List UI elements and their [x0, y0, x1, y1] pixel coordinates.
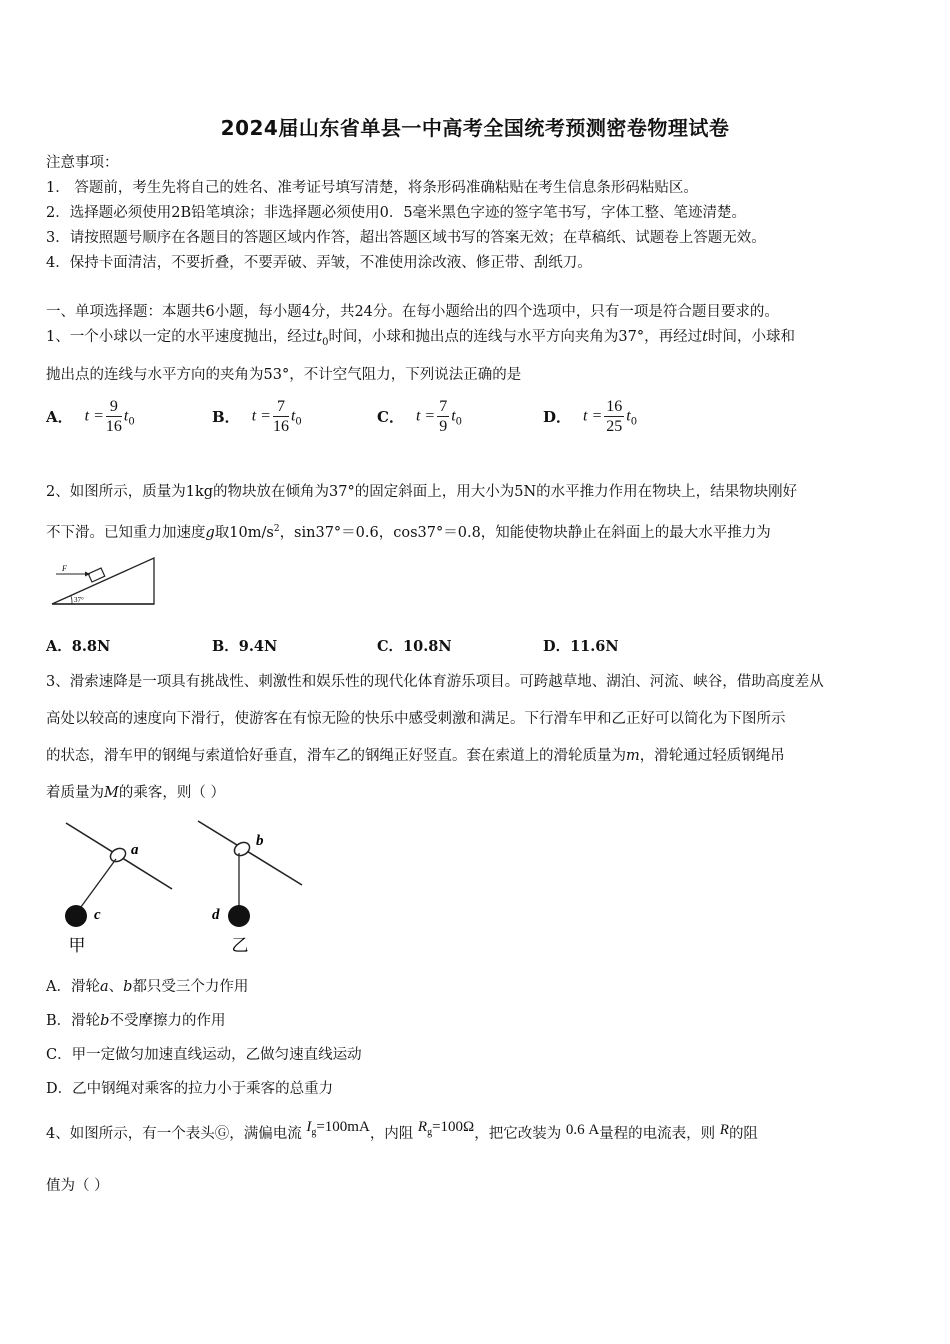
- label-d: d: [212, 907, 220, 923]
- question-4-text-2: 值为（ ）: [46, 1178, 109, 1194]
- question-3-option-b: B．滑轮b不受摩擦力的作用: [46, 1013, 226, 1029]
- notice-item-1: 1． 答题前，考生先将自己的姓名、准考证号填写清楚，将条形码准确粘贴在考生信息条形码粘贴区。: [46, 180, 698, 196]
- label-yi: 乙: [231, 936, 249, 955]
- question-2-option-b: B．9.4N: [212, 638, 278, 655]
- cable-yi: [198, 821, 302, 885]
- question-1-text: 1、一个小球以一定的水平速度抛出，经过$t_0$时间，小球和抛出点的连线与水平方向夹角为37°，再经过t时间，小球和: [46, 329, 795, 348]
- question-3-text-4: 着质量为M的乘客，则（ ）: [46, 785, 225, 801]
- label-a: a: [131, 842, 139, 858]
- question-2-option-c: C．10.8N: [377, 638, 452, 655]
- question-3-option-d: D．乙中钢绳对乘客的拉力小于乘客的总重力: [46, 1081, 334, 1097]
- label-c: c: [94, 907, 101, 923]
- label-jia: 甲: [68, 936, 86, 955]
- label-b: b: [256, 833, 264, 849]
- zipline-figure: [56, 815, 316, 957]
- question-1-option-d: D． t = $\frac{16}{25}$ $t_0$: [543, 398, 638, 435]
- question-1-option-b: B． t = $\frac{7}{16}$ $t_0$: [212, 398, 302, 435]
- question-1-text-2: 抛出点的连线与水平方向的夹角为53°，不计空气阻力，下列说法正确的是: [46, 367, 522, 383]
- angle-arc: [71, 596, 72, 604]
- question-1-option-c: C． t = $\frac{7}{9}$ $t_0$: [377, 398, 463, 435]
- notice-item-3: 3．请按照题号顺序在各题目的答题区域内作答，超出答题区域书写的答案无效；在草稿纸、试题卷上答题无效。: [46, 230, 766, 246]
- rope-jia: [78, 859, 116, 911]
- question-2-option-d: D．11.6N: [543, 638, 619, 655]
- passenger-c: [65, 905, 87, 927]
- question-3-text-3: 的状态，滑车甲的钢绳与索道恰好垂直，滑车乙的钢绳正好竖直。套在索道上的滑轮质量为m，滑轮通过轻质钢绳吊: [46, 748, 785, 764]
- question-2-text-2: 不下滑。已知重力加速度g取$10m/s^2$，sin37°＝0.6，cos37°＝0.8，知能使物块静止在斜面上的最大水平推力为: [46, 524, 771, 541]
- incline-figure: [46, 556, 162, 610]
- question-2-option-a: A．8.8N: [46, 638, 111, 655]
- question-4-text: 4、如图所示，有一个表头Ⓖ，满偏电流 $I_g=100mA$，内阻 $R_g=100\Omega$，把它改装为 0.6 A量程的电流表，则 R的阻: [46, 1119, 758, 1142]
- passenger-d: [228, 905, 250, 927]
- question-3-text: 3、滑索速降是一项具有挑战性、刺激性和娱乐性的现代化体育游乐项目。可跨越草地、湖泊、河流、峡谷，借助高度差从: [46, 674, 824, 690]
- notice-item-4: 4．保持卡面清洁，不要折叠，不要弄破、弄皱，不准使用涂改液、修正带、刮纸刀。: [46, 255, 592, 271]
- question-1-option-a: A． t = $\frac{9}{16}$ $t_0$: [46, 398, 135, 435]
- pulley-b: [232, 840, 252, 858]
- block: [88, 568, 104, 582]
- incline-triangle: [52, 558, 154, 604]
- angle-label: 37°: [74, 596, 84, 604]
- question-3-text-2: 高处以较高的速度向下滑行，使游客在有惊无险的快乐中感受刺激和满足。下行滑车甲和乙正好可以简化为下图所示: [46, 711, 786, 727]
- force-label: F: [62, 564, 67, 573]
- notice-heading: 注意事项：: [46, 155, 119, 171]
- question-2-text: 2、如图所示，质量为1kg的物块放在倾角为37°的固定斜面上，用大小为5N的水平推力作用在物块上，结果物块刚好: [46, 484, 798, 500]
- section-heading: 一、单项选择题：本题共6小题，每小题4分，共24分。在每小题给出的四个选项中，只有一项是符合题目要求的。: [46, 304, 779, 320]
- question-3-option-c: C．甲一定做匀加速直线运动，乙做匀速直线运动: [46, 1047, 362, 1063]
- page-title: 2024届山东省单县一中高考全国统考预测密卷物理试卷: [220, 116, 730, 140]
- pulley-a: [108, 846, 128, 864]
- galvanometer-symbol: Ⓖ: [214, 1126, 230, 1142]
- notice-item-2: 2．选择题必须使用2B铅笔填涂；非选择题必须使用0．5毫米黑色字迹的签字笔书写，字体工整、笔迹清楚。: [46, 205, 747, 221]
- question-3-option-a: A．滑轮a、b都只受三个力作用: [46, 979, 249, 995]
